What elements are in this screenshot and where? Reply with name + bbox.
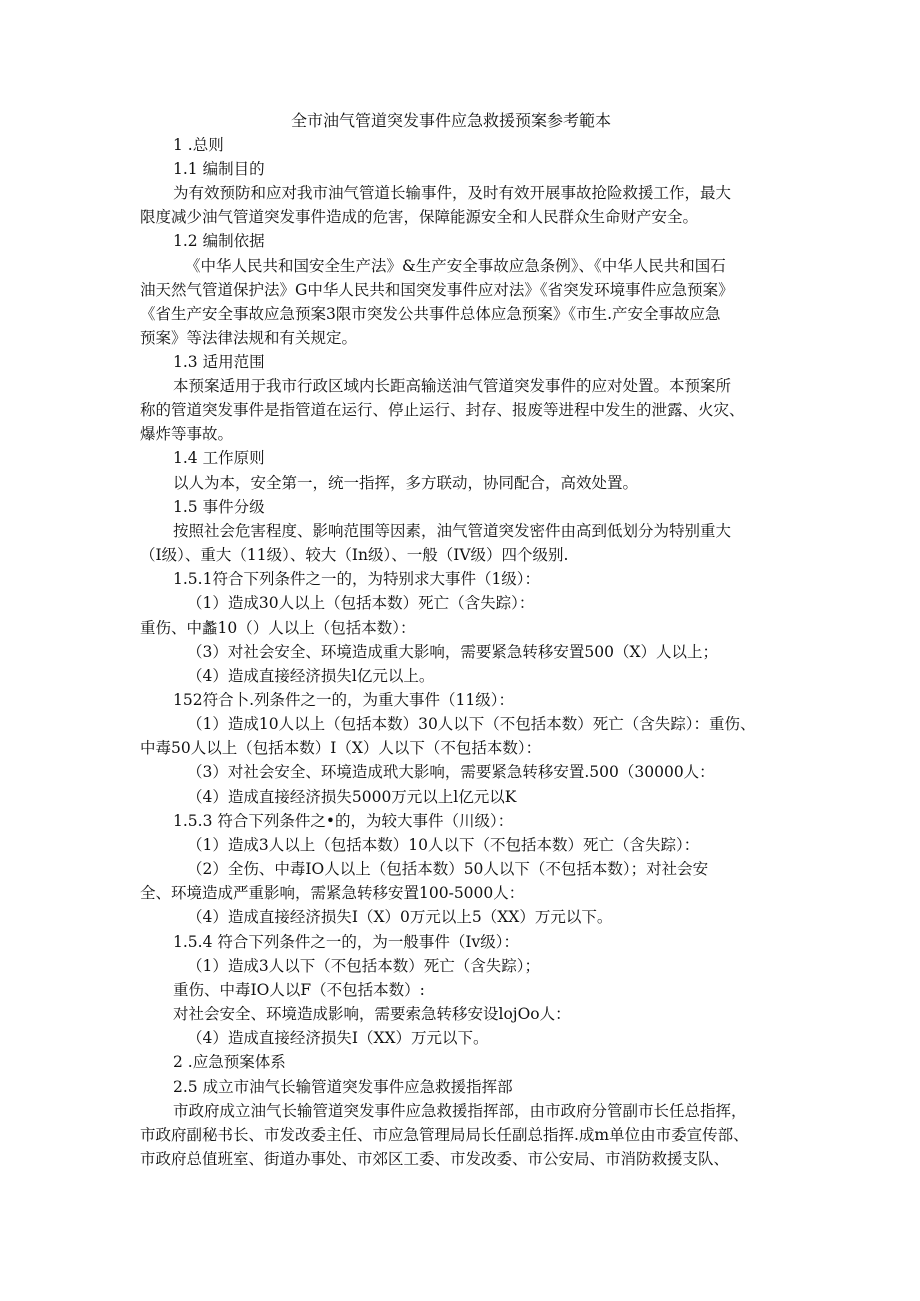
paragraph-line: （I级）、重大（11级）、较大（In级）、一般（IV级）四个级别.	[140, 546, 569, 564]
paragraph-line: 重伤、中毒IO人以F（不包括本数）:	[173, 981, 425, 999]
paragraph-line: 限度减少油气管道突发事件造成的危害，保障能源安全和人民群众生命财产安全。	[140, 208, 699, 226]
paragraph-line: 爆炸等事故。	[140, 425, 234, 443]
paragraph-line: 《省生产安全事故应急预案3限市突发公共事件总体应急预案》《市生.产安全事故应急	[140, 305, 721, 323]
list-item: （1）造成3人以下（不包括本数）死亡（含失踪）；	[187, 957, 540, 975]
heading-1-5-2: 152符合卜.列条件之一的，为重大事件（11级）：	[173, 691, 514, 709]
heading-1-5-4: 1.5.4 符合下列条件之一的，为一般事件（Iv级）：	[173, 933, 519, 951]
paragraph-line: 本预案适用于我市行政区域内长距高输送油气管道突发事件的应对处置。本预案所	[173, 377, 732, 395]
paragraph-line: 中毒50人以上（包括本数）I（X）人以下（不包括本数）：	[140, 739, 542, 757]
paragraph-line: 油天然气管道保护法》G中华人民共和国突发事件应对法》《省突发环境事件应急预案》	[140, 281, 734, 299]
list-item: （1）造成3人以上（包括本数）10人以下（不包括本数）死亡（含失踪）：	[187, 836, 700, 854]
document-title: 全市油气管道突发事件应急救援预案参考範本	[291, 111, 612, 130]
paragraph-line: 《中华人民共和国安全生产法》&生产安全事故应急条例》、《中华人民共和国石	[185, 257, 726, 275]
paragraph-line: 按照社会危害程度、影响范围等因素，油气管道突发密件由高到低划分为特别重大	[173, 522, 732, 540]
heading-1-1: 1.1 编制目的	[173, 160, 265, 178]
paragraph-line: 为有效预防和应对我市油气管道长输事件，及时有效开展事故抢险救援工作，最大	[173, 184, 732, 202]
paragraph-line: 市政府副秘书长、市发改委主任、市应急管理局局长任副总指挥.成m单位由市委宣传部、	[140, 1126, 749, 1144]
list-item: （4）造成直接经济损失l亿元以上。	[187, 667, 435, 685]
heading-1: 1 .总则	[173, 136, 224, 154]
list-item: （4）造成直接经济损失I（XX）万元以下。	[187, 1029, 489, 1047]
paragraph-line: 预案》等法律法规和有关规定。	[140, 329, 358, 347]
paragraph-line: 以人为本，安全第一，统一指挥，多方联动，协同配合，高效处置。	[173, 474, 639, 492]
paragraph-line: 全、环境造成严重影响，需紧急转移安置100-5000人：	[140, 884, 525, 902]
paragraph-line: 重伤、中蠡10（）人以上（包括本数）：	[140, 619, 416, 637]
heading-1-3: 1.3 适用范围	[173, 353, 265, 371]
list-item: （2）全伤、中毒IO人以上（包括本数）50人以下（不包括本数）；对社会安	[187, 860, 709, 878]
heading-2-5: 2.5 成立市油气长输管道突发事件应急救援指挥部	[173, 1078, 513, 1096]
list-item: （3）对社会安全、环境造成重大影响，需要紧急转移安置500（X）人以上；	[187, 643, 718, 661]
paragraph-line: 市政府总值班室、街道办事处、市郊区工委、市发改委、市公安局、市消防救援支队、	[140, 1150, 730, 1168]
heading-2: 2 .应急预案体系	[173, 1053, 286, 1071]
heading-1-5-1: 1.5.1符合下列条件之一的，为特别求大事件（1级）：	[173, 570, 541, 588]
paragraph-line: 市政府成立油气长输管道突发事件应急救援指挥部，由市政府分管副市长任总指挥，	[173, 1102, 747, 1120]
paragraph-line: 对社会安全、环境造成影响，需要索急转移安设lojOo人：	[173, 1005, 571, 1023]
list-item: （4）造成直接经济损失I（X）0万元以上5（XX）万元以下。	[187, 908, 613, 926]
heading-1-5-3: 1.5.3 符合下列条件之•的，为较大事件（川级）：	[173, 812, 514, 830]
heading-1-2: 1.2 编制依据	[173, 232, 265, 250]
list-item: （4）造成直接经济损失5000万元以上l亿元以K	[187, 788, 517, 806]
heading-1-5: 1.5 事件分级	[173, 498, 265, 516]
list-item: （1）造成10人以上（包括本数）30人以下（不包括本数）死亡（含失踪）：重伤、	[187, 715, 756, 733]
paragraph-line: 称的管道突发事件是指管道在运行、停止运行、封存、报废等进程中发生的泄露、火灾、	[140, 401, 745, 419]
list-item: （1）造成30人以上（包括本数）死亡（含失踪）：	[187, 594, 535, 612]
list-item: （3）对社会安全、环境造成玳大影响，需要紧急转移安置.500（30000人：	[187, 763, 715, 781]
heading-1-4: 1.4 工作原则	[173, 449, 265, 467]
